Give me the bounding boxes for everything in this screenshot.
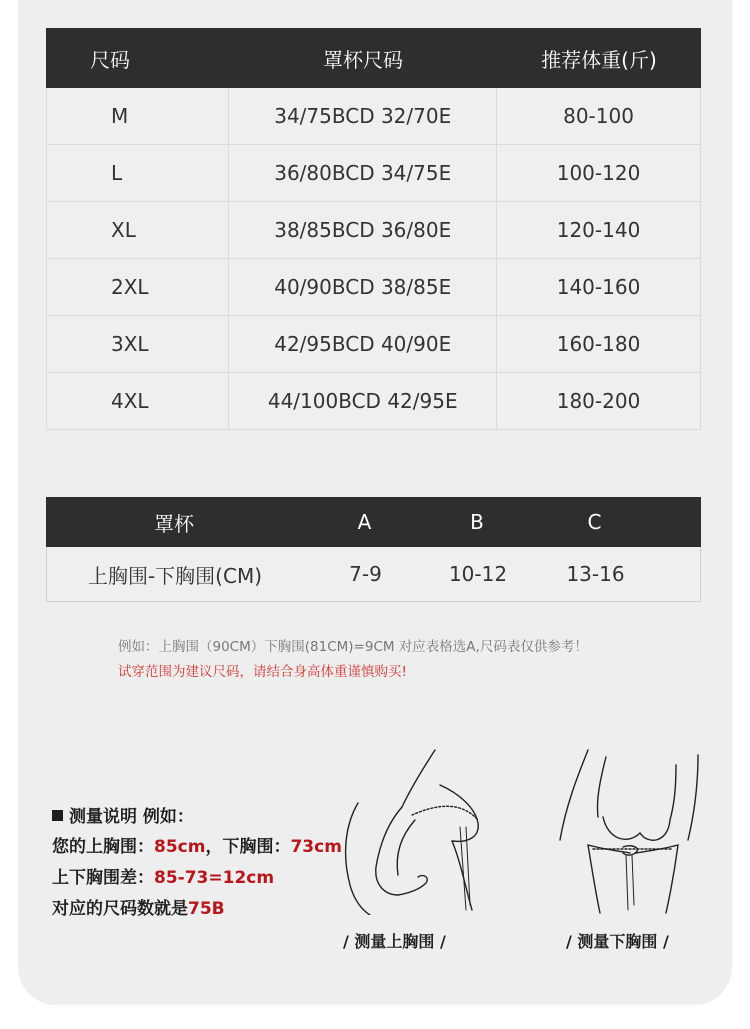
lower-bust-value: 73cm — [290, 837, 342, 857]
cup-cell: 36/80BCD 34/75E — [229, 145, 497, 201]
weight-cell: 80-100 — [563, 104, 634, 128]
size-table-header — [46, 28, 701, 88]
size-table-body — [46, 88, 701, 430]
lower-bust-caption: / 测量下胸围 / — [566, 932, 669, 951]
upper-bust-illustration — [340, 745, 500, 915]
header-size: 尺码 — [90, 47, 130, 72]
warning-note: 试穿范围为建议尺码，请结合身高体重谨慎购买! — [118, 664, 407, 680]
bust-difference-label: 上胸围-下胸围(CM) — [87, 563, 263, 588]
guide-title — [52, 802, 194, 827]
guide-line-bust — [52, 832, 342, 857]
cup-cell: 34/75BCD 32/70E — [229, 88, 497, 144]
table-row — [46, 547, 701, 602]
table-row — [47, 316, 700, 373]
table-row — [47, 202, 700, 259]
cup-cell: 44/100BCD 42/95E — [229, 373, 497, 429]
cup-table — [46, 497, 701, 602]
header-cup-b: B — [470, 510, 484, 534]
cup-cell: 40/90BCD 38/85E — [229, 259, 497, 315]
weight-cell: 140-160 — [556, 275, 641, 299]
upper-bust-label: 您的上胸围： — [52, 837, 154, 857]
size-cell: 4XL — [47, 373, 229, 429]
guide-title-text: 测量说明 例如： — [69, 807, 194, 827]
guide-line-difference — [52, 863, 274, 888]
table-row — [47, 259, 700, 316]
header-weight: 推荐体重(斤) — [541, 47, 657, 72]
size-cell: L — [47, 145, 229, 201]
cup-cell: 38/85BCD 36/80E — [229, 202, 497, 258]
table-row — [47, 373, 700, 429]
header-cup: 罩杯 — [154, 511, 194, 536]
weight-cell: 160-180 — [556, 332, 641, 356]
lower-bust-label: ，下胸围： — [205, 837, 291, 857]
cup-table-header — [46, 497, 701, 547]
upper-bust-value: 85cm — [154, 837, 206, 857]
square-bullet-icon — [52, 810, 63, 821]
header-cup-c: C — [587, 510, 602, 534]
example-note: 例如：上胸围（90CM）下胸围(81CM)=9CM 对应表格选A,尺码表仅供参考！ — [118, 639, 588, 655]
lower-bust-illustration — [548, 745, 708, 915]
cup-b-range: 10-12 — [448, 562, 508, 586]
upper-bust-caption: / 测量上胸围 / — [343, 932, 446, 951]
result-value: 75B — [188, 899, 225, 919]
weight-cell: 100-120 — [556, 161, 641, 185]
size-table — [46, 28, 701, 430]
size-cell: M — [47, 88, 229, 144]
weight-cell: 120-140 — [556, 218, 641, 242]
header-cup-a: A — [357, 510, 372, 534]
size-cell: 2XL — [47, 259, 229, 315]
table-row — [47, 88, 700, 145]
cup-cell: 42/95BCD 40/90E — [229, 316, 497, 372]
guide-line-result — [52, 894, 225, 919]
difference-value: 85-73=12cm — [154, 868, 275, 888]
header-cup-size: 罩杯尺码 — [323, 47, 403, 72]
difference-label: 上下胸围差： — [52, 868, 154, 888]
cup-c-range: 13-16 — [566, 562, 625, 586]
size-cell: 3XL — [47, 316, 229, 372]
table-row — [47, 145, 700, 202]
size-cell: XL — [47, 202, 229, 258]
cup-a-range: 7-9 — [349, 562, 382, 586]
weight-cell: 180-200 — [556, 389, 641, 413]
result-label: 对应的尺码数就是 — [52, 899, 188, 919]
